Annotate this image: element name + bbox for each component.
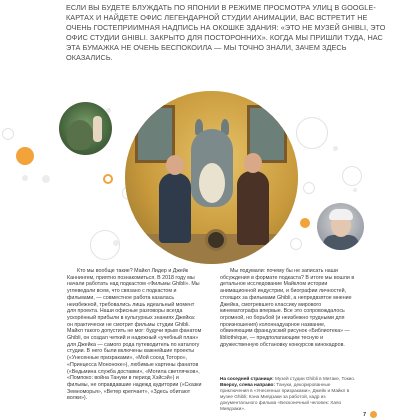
- photo-ghibli-museum: [125, 91, 298, 264]
- decor-circle: [113, 240, 119, 246]
- porthole-window: [205, 229, 227, 251]
- window-shape: [135, 105, 175, 163]
- decor-circle: [42, 175, 50, 183]
- body-paragraph: Кто мы вообще такие? Майкл Лидер и Джейк Каннингем, приятно познакомиться. В 2018 году мы начали работать над подкастом «Фильмы Ghibli». Мы углеведали всем, что связано с подкастом и фильмами, — совместное работа казалась неизбежной, требовались лишь идеальный момент для проекта. Наши офисные разговоры всегда ускорённый прибыли в культурных знаниях Джейка: он практически не смотрит фильмы студии Ghibli. Майкл такого допустить не мог: будучи ярым фанатом Ghibli, он создал четкий и надежный «учебный план» для Джейка — самого рода путеводитель по каталогу студии. В него были включены важнейшие проекты («Унесенные призраками», «Мой сосед Тоторо», «Принцесса Мононоке»), любимые картины фанатов («Ведьмина служба доставки», «Могила светлячков», «Помпоко: война Тануки в период Хэйсэй») и фильмы, не оправдавшие надежд аудитории («Сказки Земноморья», «Ветер крепчает», «Здесь обитают волки»).: [67, 268, 202, 402]
- photo-miyazaki: [317, 203, 364, 250]
- photo-caption: [220, 376, 360, 412]
- person-right: [237, 171, 269, 245]
- decor-circle-orange: [16, 147, 34, 165]
- right-column-text: [220, 268, 355, 348]
- decor-circle: [2, 128, 14, 140]
- caption-text: Музей студии Ghibli в Митаке, Токио.: [274, 376, 356, 381]
- caption-label: На соседней странице:: [220, 376, 274, 381]
- creature-shape: [67, 120, 93, 150]
- page-number: 7: [363, 412, 367, 418]
- caption-text: Тануки, декорированные приключения в «Унесенных призраками», Джейк и Майкл в музее Ghibli; Кэна Миядзаки за работой, кадр из документального фильма «Бесконечный человек: Хаяо Миядзаки».: [220, 382, 350, 411]
- page-number-dot: [370, 411, 377, 418]
- decor-circle-orange: [103, 174, 113, 184]
- totoro-belly: [199, 163, 225, 203]
- decor-circle: [353, 188, 357, 192]
- left-column-text: [67, 268, 202, 402]
- decor-circle-orange: [300, 218, 310, 228]
- person-left-head: [166, 155, 184, 175]
- decor-circle: [296, 117, 328, 149]
- person-left: [159, 173, 191, 243]
- decor-circle: [333, 146, 338, 151]
- figure-shape: [93, 116, 102, 142]
- photo-tanuki-figure: [59, 102, 112, 155]
- person-right-head: [244, 153, 262, 173]
- decor-circle: [303, 182, 315, 194]
- decor-circle: [342, 166, 362, 186]
- intro-paragraph: ЕСЛИ ВЫ БУДЕТЕ БЛУЖДАТЬ ПО ЯПОНИИ В РЕЖИМЕ ПРОСМОТРА УЛИЦ В GOOGLE-КАРТАХ И НАЙДЕТЕ ОФИС ЛЕГЕНДАРНОЙ СТУДИИ АНИМАЦИИ, ВАС ВСТРЕТИТ НЕ ОЧЕНЬ ГОСТЕПРИИМНАЯ НАДПИСЬ НА ОКОШКЕ ЗДАНИЯ: «ЭТО НЕ МУЗЕЙ GHIBLI, ЭТО ОФИС СТУДИИ GHIBLI. ЗАКРЫТО ДЛЯ ПОСТОРОННИХ». КОГДА МЫ ПРИШЛИ ТУДА, НАС ЭТА БУМАЖКА НЕ ОЧЕНЬ БЕСПОКОИЛА — МЫ ТОЧНО ЗНАЛИ, ЗАЧЕМ ЗДЕСЬ ОКАЗАЛИСЬ.: [66, 3, 386, 62]
- body-paragraph: Мы подумали: почему бы не записать наши обсуждения в формате подкаста? В итоге мы вошли в детальное исследование Майклом истории анимационной индустрии, и биографии личностей, стоящих за фильмами Ghibli, а непредвзятое мнение Джейка, смотревшего классику мирового кинематографа впервые. Все это сопровождалось огромной, но борьбой (и неизбежно трудными для произношения) колоннадуарное название, обвиняющим французский рисунок «Библиотека» — libliothèque, — предполагающим тесную и дружественную обстановку конкурсов кинокадров.: [220, 268, 355, 348]
- decor-circle: [22, 175, 28, 181]
- caption-label: Вверху, слева направо:: [220, 382, 275, 387]
- hair-shape: [329, 209, 353, 220]
